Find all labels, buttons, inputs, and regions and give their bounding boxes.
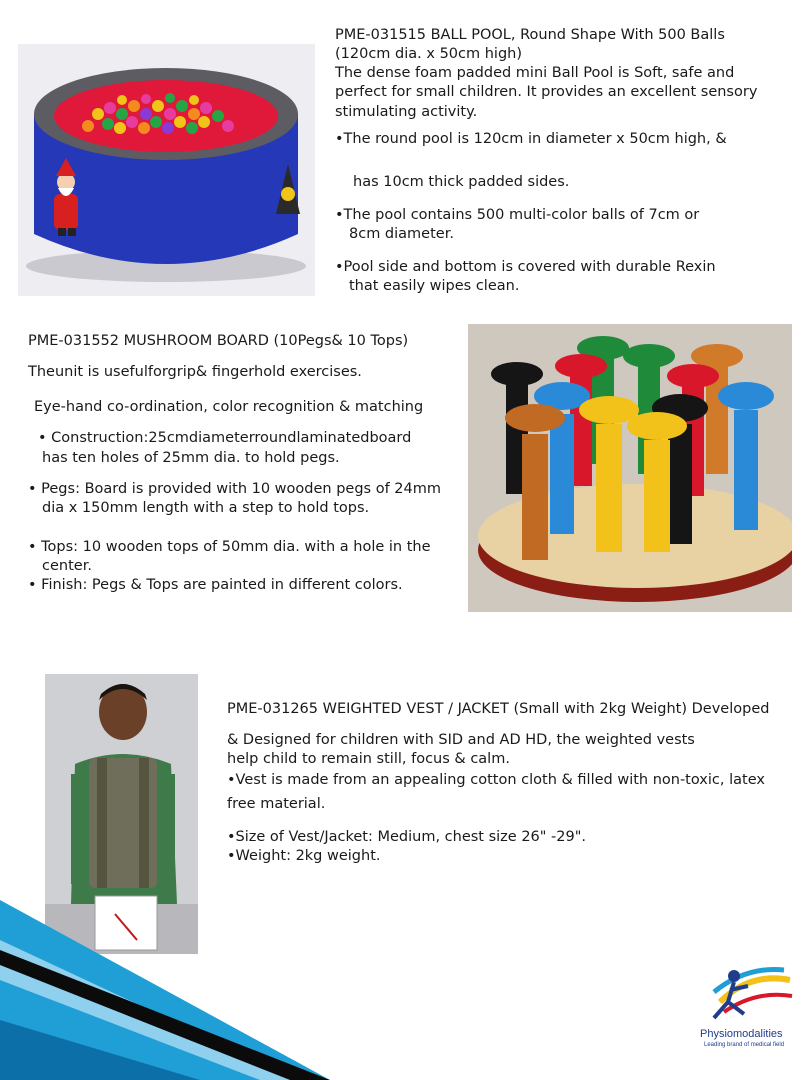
weighted-vest-title: PME-031265 WEIGHTED VEST / JACKET (Small with 2kg Weight) Developed bbox=[227, 701, 770, 717]
ball-pool-section bbox=[335, 26, 775, 296]
mushroom-bullet-tops-cont: center. bbox=[42, 558, 92, 574]
ball-pool-bullet-balls-cont: 8cm diameter. bbox=[349, 226, 454, 242]
ball-pool-description: The dense foam padded mini Ball Pool is Soft, safe and perfect for small children. It provides an excellent sensory stimulating activity. bbox=[335, 65, 758, 120]
mushroom-title: PME-031552 MUSHROOM BOARD (10Pegs& 10 Tops) bbox=[28, 333, 409, 349]
weighted-vest-line-designed: & Designed for children with SID and AD HD, the weighted vests bbox=[227, 732, 695, 749]
mushroom-line-grip: Theunit is usefulforgrip& fingerhold exercises. bbox=[28, 364, 362, 381]
weighted-vest-line-help: help child to remain still, focus & calm. bbox=[227, 751, 510, 768]
ball-pool-bullet-rexin-cont: that easily wipes clean. bbox=[349, 278, 520, 295]
ball-pool-bullet-rexin: •Pool side and bottom is covered with durable Rexin bbox=[335, 259, 716, 276]
weighted-vest-bullet-material: •Vest is made from an appealing cotton cloth & filled with non-toxic, latex bbox=[227, 772, 765, 789]
corner-decoration bbox=[0, 880, 330, 1080]
mushroom-line-eyehand: Eye-hand co-ordination, color recognition & matching bbox=[34, 399, 424, 416]
ball-pool-size: (120cm dia. x 50cm high) bbox=[335, 46, 522, 63]
mushroom-bullet-construction: • Construction:25cmdiameterroundlaminatedboard bbox=[38, 430, 412, 447]
mushroom-bullet-pegs: • Pegs: Board is provided with 10 wooden pegs of 24mm bbox=[28, 480, 441, 497]
mushroom-section bbox=[28, 332, 458, 595]
logo-tagline: Leading brand of medical field bbox=[704, 1042, 785, 1048]
mushroom-board-image bbox=[468, 324, 792, 612]
logo-name: Physiomodalities bbox=[700, 1028, 783, 1040]
ball-pool-title: PME-031515 BALL POOL, Round Shape With 500 Balls bbox=[335, 27, 725, 43]
mushroom-bullet-pegs-cont: dia x 150mm length with a step to hold tops. bbox=[42, 499, 370, 516]
weighted-vest-bullet-weight: •Weight: 2kg weight. bbox=[227, 847, 381, 864]
ball-pool-bullet-balls: •The pool contains 500 multi-color balls of 7cm or bbox=[335, 206, 700, 223]
ball-pool-bullet-diameter: •The round pool is 120cm in diameter x 50cm high, & bbox=[335, 130, 727, 147]
weighted-vest-bullet-size: •Size of Vest/Jacket: Medium, chest size 26" -29". bbox=[227, 828, 587, 845]
ball-pool-image bbox=[18, 44, 315, 296]
logo-runner-icon bbox=[700, 962, 800, 1028]
weighted-vest-section bbox=[227, 700, 797, 866]
weighted-vest-bullet-material-cont: free material. bbox=[227, 795, 326, 812]
mushroom-bullet-finish: • Finish: Pegs & Tops are painted in different colors. bbox=[28, 577, 403, 594]
mushroom-bullet-construction-cont: has ten holes of 25mm dia. to hold pegs. bbox=[42, 449, 340, 466]
ball-pool-bullet-diameter-cont: has 10cm thick padded sides. bbox=[353, 173, 570, 190]
physiomodalities-logo bbox=[700, 962, 800, 1062]
mushroom-bullet-tops: • Tops: 10 wooden tops of 50mm dia. with a hole in the bbox=[28, 538, 431, 555]
